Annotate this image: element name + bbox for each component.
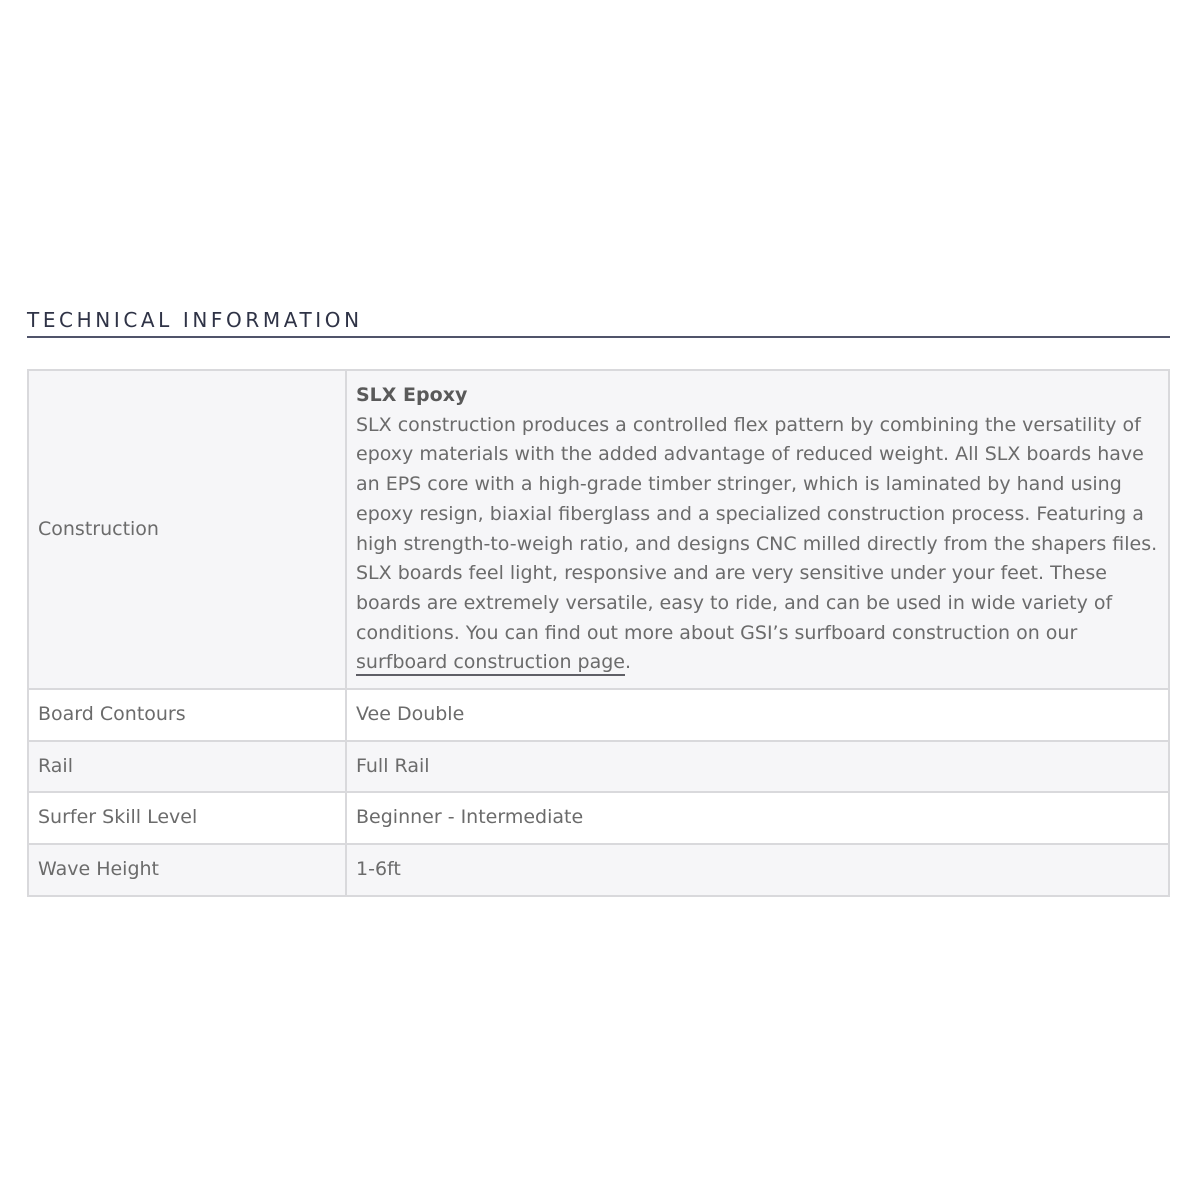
spec-label: Rail (28, 741, 346, 793)
spec-label: Wave Height (28, 844, 346, 896)
surfboard-construction-link[interactable]: surfboard construction page (356, 651, 625, 676)
spec-label: Construction (28, 370, 346, 689)
spec-label: Surfer Skill Level (28, 792, 346, 844)
construction-heading: SLX Epoxy (356, 384, 468, 406)
spec-value-construction (346, 370, 1169, 689)
spec-label: Board Contours (28, 689, 346, 741)
section-title: TECHNICAL INFORMATION (27, 306, 1170, 338)
table-row-construction (28, 370, 1169, 689)
spec-value: Vee Double (346, 689, 1169, 741)
table-row (28, 844, 1169, 896)
construction-description: SLX construction produces a controlled flex pattern by combining the versatility of epoxy materials with the added advantage of reduced weight. All SLX boards have an EPS core with a high-grade timber stringer, which is laminated by hand using epoxy resign, biaxial fiberglass and a specialized construction process. Featuring a high strength-to-weigh ratio, and designs CNC milled directly from the shapers files. SLX boards feel light, responsive and are very sensitive under your feet. These boards are extremely versatile, easy to ride, and can be used in wide variety of conditions. You can find out more about GSI’s surfboard construction on our (356, 413, 1158, 644)
spec-value: Full Rail (346, 741, 1169, 793)
spec-value: 1-6ft (346, 844, 1169, 896)
spec-value: Beginner - Intermediate (346, 792, 1169, 844)
construction-trailing: . (625, 651, 632, 674)
technical-information-section (27, 306, 1170, 897)
table-row (28, 689, 1169, 741)
table-row (28, 741, 1169, 793)
table-row (28, 792, 1169, 844)
spec-table (27, 369, 1170, 897)
